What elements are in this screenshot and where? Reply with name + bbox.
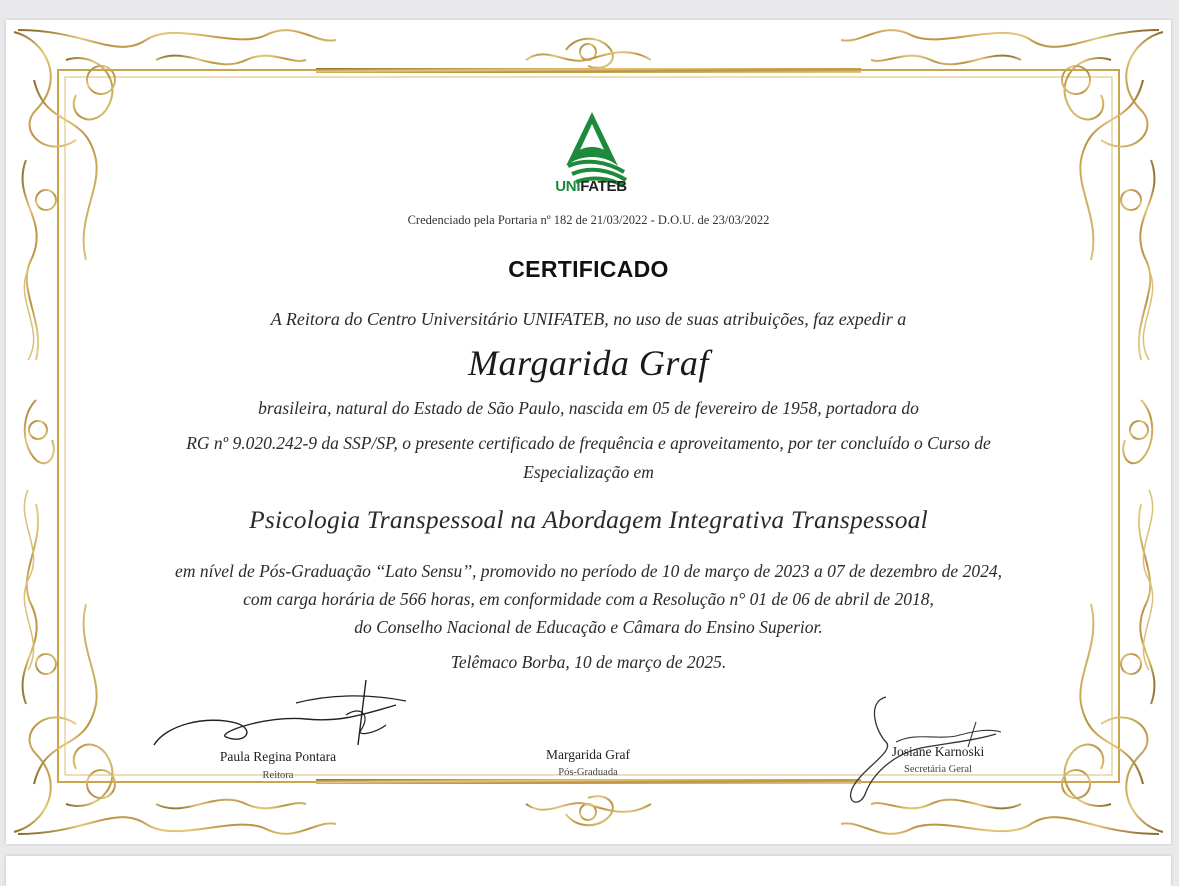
recipient-name: Margarida Graf xyxy=(468,343,709,383)
intro-line: A Reitora do Centro Universitário UNIFATEB, no uso de suas atribuições, faz expedir a xyxy=(270,309,907,329)
paragraph2-line1: em nível de Pós-Graduação ‘‘Lato Sensu’’, promovido no período de 10 de março de 2023 a 07 de dezembro de 2024, xyxy=(175,561,1002,581)
signature-name-reitora: Paula Regina Pontara xyxy=(219,749,337,764)
next-page-edge xyxy=(6,856,1171,886)
signature-role-graduate: Pós-Graduada xyxy=(558,767,618,778)
paragraph1-line2: RG nº 9.020.242-9 da SSP/SP, o presente certificado de frequência e aproveitamento, por ter concluído o Curso de xyxy=(186,433,991,453)
paragraph2-line2: com carga horária de 566 horas, em conformidade com a Resolução n° 01 de 06 de abril de 2018, xyxy=(243,589,934,609)
certificate-title: CERTIFICADO xyxy=(508,256,669,282)
place-date: Telêmaco Borba, 10 de março de 2025. xyxy=(450,652,727,672)
logo-fateb: FATEB xyxy=(580,178,627,195)
signature-role-reitora: Reitora xyxy=(262,770,294,781)
logo-uni: UNI xyxy=(555,178,581,195)
signature-reitora-icon xyxy=(146,675,416,755)
course-name: Psicologia Transpessoal na Abordagem Integrativa Transpessoal xyxy=(249,505,928,534)
paragraph2-line3: do Conselho Nacional de Educação e Câmara do Ensino Superior. xyxy=(354,617,823,637)
logo-wordmark xyxy=(536,178,646,195)
accreditation-line: Credenciado pela Portaria nº 182 de 21/03/2022 - D.O.U. de 23/03/2022 xyxy=(407,213,770,227)
paragraph1-line3: Especialização em xyxy=(523,462,654,482)
paragraph1-line1: brasileira, natural do Estado de São Paulo, nascida em 05 de fevereiro de 1958, portadora do xyxy=(258,398,919,418)
signature-name-secretaria: Josiane Karnoski xyxy=(891,744,985,759)
signature-name-graduate: Margarida Graf xyxy=(545,747,631,762)
signature-role-secretaria: Secretária Geral xyxy=(904,764,972,775)
certificate-page xyxy=(6,20,1171,844)
